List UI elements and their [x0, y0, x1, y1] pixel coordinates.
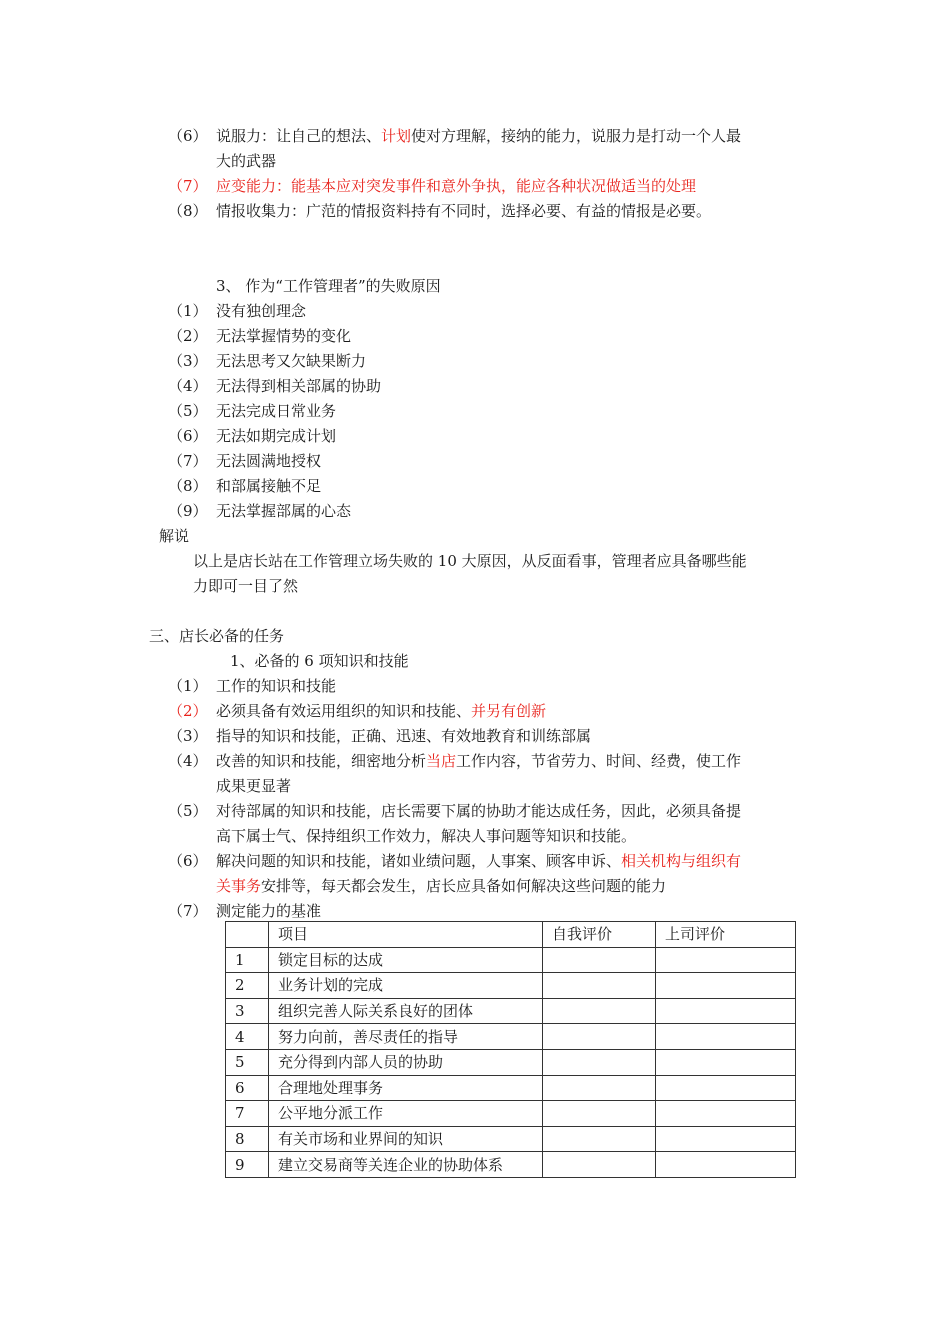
item-number: （4）: [168, 377, 208, 395]
highlight-text: 关事务: [216, 877, 262, 895]
table-row: [226, 947, 796, 973]
row-number: 8: [226, 1126, 269, 1152]
item-text: 必须具备有效运用组织的知识和技能、: [216, 702, 472, 720]
supervisor-rating-cell: [656, 1101, 796, 1127]
ability-rating-table: [225, 921, 796, 1178]
supervisor-rating-cell: [656, 947, 796, 973]
highlight-text: 计划: [381, 127, 412, 145]
self-rating-cell: [543, 1075, 656, 1101]
self-rating-cell: [543, 947, 656, 973]
row-number: 3: [226, 998, 269, 1024]
row-number: 5: [226, 1049, 269, 1075]
row-number: 6: [226, 1075, 269, 1101]
item-number: （8）: [168, 477, 208, 495]
explanation-text-continued: 力即可一目了然: [193, 577, 299, 595]
self-rating-cell: [543, 1101, 656, 1127]
table-row: [226, 1126, 796, 1152]
self-rating-cell: [543, 1126, 656, 1152]
self-rating-cell: [543, 1049, 656, 1075]
item-number: （1）: [168, 302, 208, 320]
table-row: [226, 1049, 796, 1075]
self-rating-cell: [543, 1152, 656, 1178]
item-text: 无法思考又欠缺果断力: [216, 352, 367, 370]
item-text: 情报收集力：广范的情报资料持有不同时，选择必要、有益的情报是必要。: [216, 202, 712, 220]
row-item: 充分得到内部人员的协助: [269, 1049, 543, 1075]
table-row: [226, 1075, 796, 1101]
item-number: （5）: [168, 402, 208, 420]
item-text-continued: 高下属士气、保持组织工作效力，解决人事问题等知识和技能。: [216, 827, 637, 845]
item-text: 指导的知识和技能，正确、迅速、有效地教育和训练部属: [216, 727, 592, 745]
item-text: 改善的知识和技能，细密地分析: [216, 752, 427, 770]
row-number: 4: [226, 1024, 269, 1050]
row-number: 9: [226, 1152, 269, 1178]
item-text: 无法完成日常业务: [216, 402, 337, 420]
item-text: 无法掌握部属的心态: [216, 502, 352, 520]
header-cell: 自我评价: [543, 922, 656, 948]
self-rating-cell: [543, 1024, 656, 1050]
supervisor-rating-cell: [656, 998, 796, 1024]
highlight-text: 相关机构与组织有: [621, 852, 742, 870]
section-subheading: 1、必备的 6 项知识和技能: [230, 652, 409, 670]
row-number: 2: [226, 973, 269, 999]
item-number: （8）: [168, 202, 208, 220]
item-text: 和部属接触不足: [216, 477, 322, 495]
item-text-continued: 成果更显著: [216, 777, 292, 795]
item-text: 使对方理解，接纳的能力，说服力是打动一个人最: [411, 127, 742, 145]
supervisor-rating-cell: [656, 973, 796, 999]
item-number: （7）: [168, 902, 208, 920]
item-number: （5）: [168, 802, 208, 820]
table-row: [226, 998, 796, 1024]
item-text: 无法圆满地授权: [216, 452, 322, 470]
item-text: 解决问题的知识和技能，诸如业绩问题，人事案、顾客申诉、: [216, 852, 622, 870]
item-text: 说服力：让自己的想法、: [216, 127, 382, 145]
item-number: （4）: [168, 752, 208, 770]
item-text: 工作内容，节省劳力、时间、经费，使工作: [456, 752, 742, 770]
self-rating-cell: [543, 998, 656, 1024]
table-row: [226, 1101, 796, 1127]
table-row: [226, 1152, 796, 1178]
row-item: 合理地处理事务: [269, 1075, 543, 1101]
failure-heading: 3、 作为“工作管理者”的失败原因: [216, 277, 441, 295]
item-text: 应变能力：能基本应对突发事件和意外争执，能应各种状况做适当的处理: [216, 177, 697, 195]
item-number: （6）: [168, 127, 208, 145]
row-item: 锁定目标的达成: [269, 947, 543, 973]
row-item: 业务计划的完成: [269, 973, 543, 999]
item-number: （1）: [168, 677, 208, 695]
item-number: （9）: [168, 502, 208, 520]
row-item: 努力向前，善尽责任的指导: [269, 1024, 543, 1050]
table-header-row: [226, 922, 796, 948]
row-number: 1: [226, 947, 269, 973]
explanation-text: 以上是店长站在工作管理立场失败的 10 大原因，从反面看事，管理者应具备哪些能: [193, 552, 747, 570]
supervisor-rating-cell: [656, 1049, 796, 1075]
item-number: （6）: [168, 427, 208, 445]
item-number: （7）: [168, 177, 208, 195]
item-number: （6）: [168, 852, 208, 870]
item-text: 对待部属的知识和技能，店长需要下属的协助才能达成任务，因此，必须具备提: [216, 802, 742, 820]
supervisor-rating-cell: [656, 1126, 796, 1152]
item-number: （2）: [168, 702, 208, 720]
item-number: （3）: [168, 352, 208, 370]
header-cell: 上司评价: [656, 922, 796, 948]
supervisor-rating-cell: [656, 1152, 796, 1178]
row-number: 7: [226, 1101, 269, 1127]
item-text-continued: 大的武器: [216, 152, 277, 170]
table-row: [226, 1024, 796, 1050]
table-row: [226, 973, 796, 999]
supervisor-rating-cell: [656, 1075, 796, 1101]
highlight-text: 当店: [426, 752, 457, 770]
self-rating-cell: [543, 973, 656, 999]
supervisor-rating-cell: [656, 1024, 796, 1050]
row-item: 有关市场和业界间的知识: [269, 1126, 543, 1152]
header-cell: [226, 922, 269, 948]
item-number: （3）: [168, 727, 208, 745]
row-item: 建立交易商等关连企业的协助体系: [269, 1152, 543, 1178]
item-number: （7）: [168, 452, 208, 470]
header-cell: 项目: [269, 922, 543, 948]
highlight-text: 并另有创新: [471, 702, 547, 720]
item-text: 工作的知识和技能: [216, 677, 337, 695]
item-text: 无法如期完成计划: [216, 427, 337, 445]
item-text: 无法得到相关部属的协助: [216, 377, 382, 395]
section-title: 三、店长必备的任务: [149, 627, 285, 645]
item-text: 无法掌握情势的变化: [216, 327, 352, 345]
item-text: 测定能力的基准: [216, 902, 322, 920]
explanation-label: 解说: [159, 527, 190, 545]
row-item: 组织完善人际关系良好的团体: [269, 998, 543, 1024]
item-number: （2）: [168, 327, 208, 345]
row-item: 公平地分派工作: [269, 1101, 543, 1127]
item-text: 没有独创理念: [216, 302, 307, 320]
item-text-continued: 安排等，每天都会发生，店长应具备如何解决这些问题的能力: [261, 877, 667, 895]
